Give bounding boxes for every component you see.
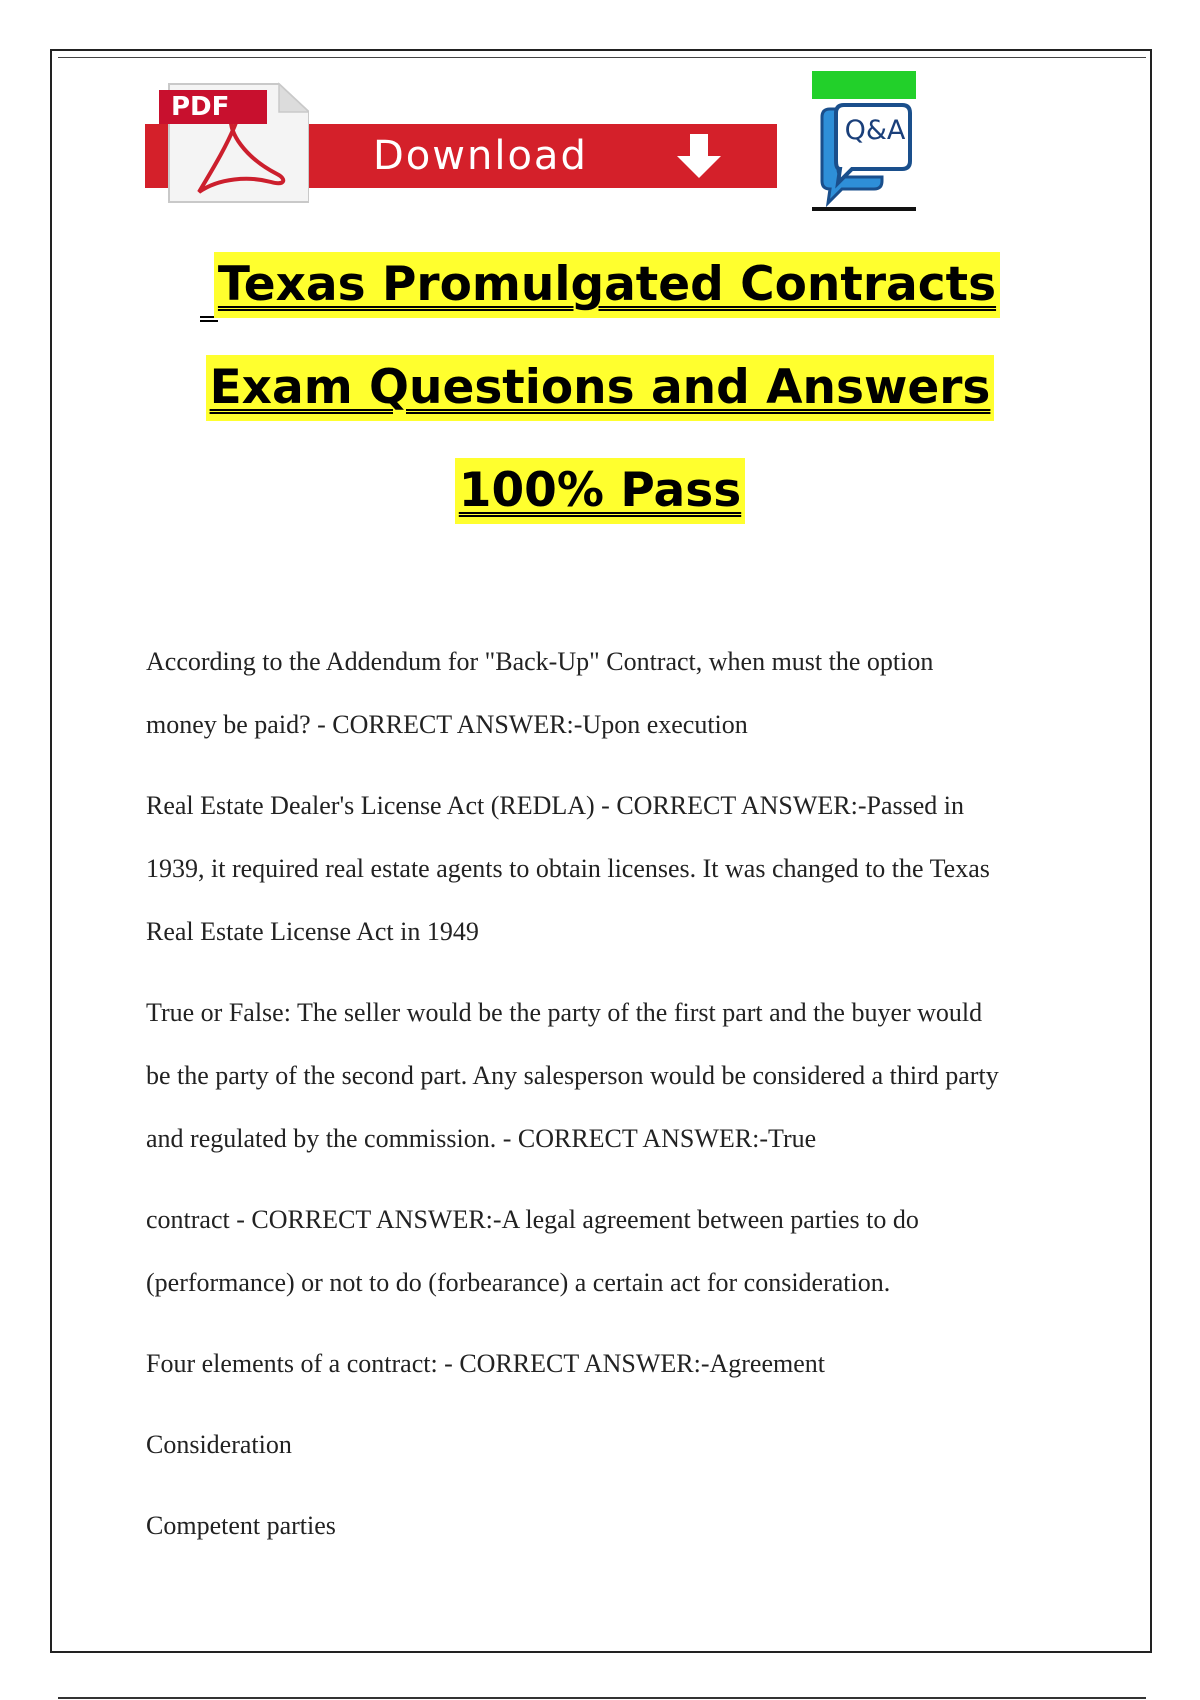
title-line-3: 100% Pass [0, 458, 1200, 524]
qa-line: be the party of the second part. Any salesperson would be considered a third party [146, 1061, 999, 1090]
qa-list [146, 630, 1066, 1575]
title-line-2: Exam Questions and Answers [0, 355, 1200, 421]
qa-line: money be paid? - CORRECT ANSWER:-Upon execution [146, 710, 748, 739]
qa-line: Real Estate Dealer's License Act (REDLA) - CORRECT ANSWER:-Passed in [146, 791, 964, 820]
qa-line: Four elements of a contract: - CORRECT ANSWER:-Agreement [146, 1349, 825, 1378]
qa-item [146, 981, 1066, 1170]
pdf-badge: PDF [159, 90, 267, 124]
title-line-1: Texas Promulgated Contracts [0, 252, 1200, 322]
qa-line: and regulated by the commission. - CORRECT ANSWER:-True [146, 1124, 817, 1153]
qa-item [146, 1494, 1066, 1557]
qa-line: Real Estate License Act in 1949 [146, 917, 479, 946]
qa-line: 1939, it required real estate agents to obtain licenses. It was changed to the Texas [146, 854, 990, 883]
qa-line: According to the Addendum for "Back-Up" Contract, when must the option [146, 647, 934, 676]
qa-bottom-rule [812, 207, 916, 211]
qa-item [146, 1413, 1066, 1476]
download-arrow-icon [673, 132, 725, 180]
qa-line: True or False: The seller would be the party of the first part and the buyer would [146, 998, 983, 1027]
qa-item [146, 1188, 1066, 1314]
download-label: Download [373, 133, 588, 179]
qa-item [146, 630, 1066, 756]
frame-top-rule [58, 57, 1146, 58]
qa-item [146, 1332, 1066, 1395]
qa-line: Competent parties [146, 1511, 336, 1540]
qa-line: (performance) or not to do (forbearance) a certain act for consideration. [146, 1268, 891, 1297]
qa-line: contract - CORRECT ANSWER:-A legal agreement between parties to do [146, 1205, 919, 1234]
qa-line: Consideration [146, 1430, 292, 1459]
pdf-document-icon [159, 82, 309, 202]
download-banner[interactable] [145, 78, 780, 203]
qa-chat-icon [812, 71, 916, 213]
qa-green-bar [812, 71, 916, 99]
qa-label: Q&A [844, 115, 906, 146]
bottom-rule [58, 1697, 1146, 1699]
qa-item [146, 774, 1066, 963]
